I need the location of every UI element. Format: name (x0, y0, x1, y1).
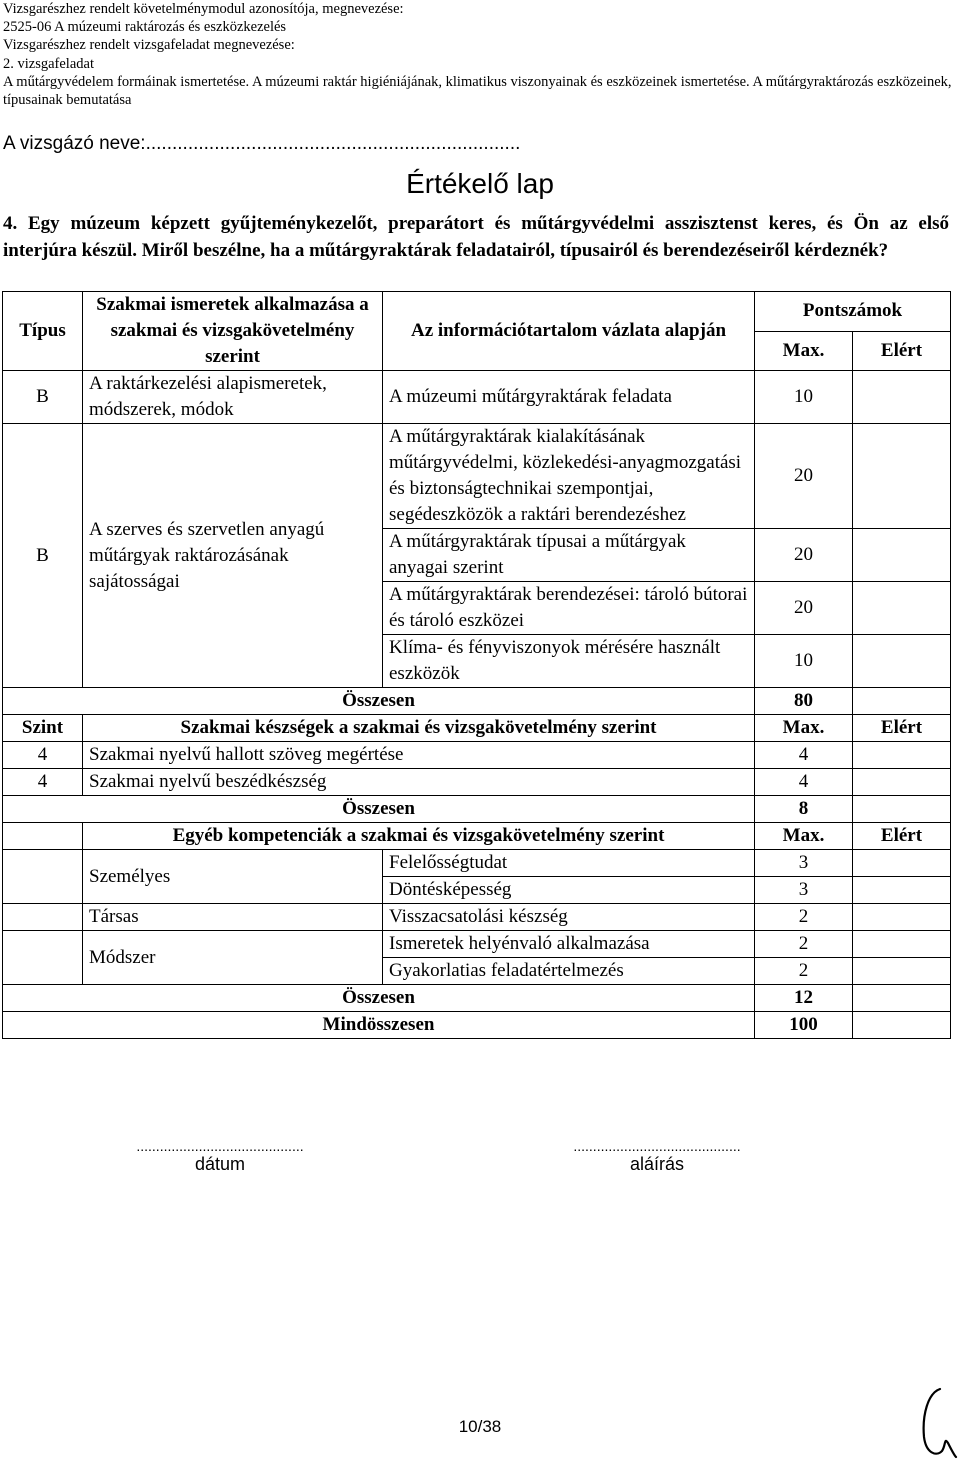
total-max: 12 (755, 985, 853, 1012)
max-cell: 2 (755, 931, 853, 958)
achieved-cell (853, 958, 951, 985)
col-skills-header: Szakmai készségek a szakmai és vizsgakövetelmény szerint (83, 715, 755, 742)
max-cell: 2 (755, 904, 853, 931)
total-label: Összesen (3, 796, 755, 823)
table-row (3, 904, 951, 931)
achieved-cell (853, 529, 951, 582)
header-line: Vizsgarészhez rendelt vizsgafeladat megnevezése: (3, 37, 295, 54)
competence-cell: Ismeretek helyénvaló alkalmazása (383, 931, 755, 958)
group-cell: Társas (83, 904, 383, 931)
type-cell: B (3, 424, 83, 688)
competence-cell: Gyakorlatias feladatértelmezés (383, 958, 755, 985)
max-cell: 10 (755, 371, 853, 424)
total-label: Összesen (3, 688, 755, 715)
date-signature-block (80, 1138, 360, 1175)
max-cell: 3 (755, 850, 853, 877)
col-points-header: Pontszámok (755, 292, 951, 332)
achieved-cell (853, 582, 951, 635)
header-line: 2. vizsgafeladat (3, 55, 94, 72)
header-line: Vizsgarészhez rendelt követelménymodul azonosítója, megnevezése: (3, 1, 404, 17)
empty-cell (3, 904, 83, 931)
achieved-cell (853, 635, 951, 688)
col-achieved-header: Elért (853, 331, 951, 371)
signature-dots: ........................................... (573, 1138, 741, 1154)
empty-cell (3, 931, 83, 985)
header-line: 2525-06 A múzeumi raktározás és eszközkezelés (3, 19, 287, 36)
table-row (3, 931, 951, 958)
exam-question: 4. Egy múzeum képzett gyűjteménykezelőt, preparátort és műtárgyvédelmi asszisztenst keres, és Ön az első interjúra készül. Miről beszélne, ha a műtárgyraktárak feladatairól, típusairól és berendezéseiről kérdeznék? (3, 213, 949, 261)
outline-cell: A műtárgyraktárak típusai a műtárgyak anyagai szerint (383, 529, 755, 582)
achieved-cell (853, 985, 951, 1012)
col-achieved-header: Elért (853, 823, 951, 850)
date-label: dátum (194, 1154, 246, 1174)
total-row (3, 688, 951, 715)
col-type-header: Típus (3, 292, 83, 371)
achieved-cell (853, 904, 951, 931)
max-cell: 4 (755, 769, 853, 796)
outline-cell: A műtárgyraktárak kialakításának műtárgyvédelmi, közlekedési-anyagmozgatási és biztonságtechnikai szempontjai, segédeszközök a raktári berendezéshez (383, 424, 755, 529)
header-line: A műtárgyvédelem formáinak ismertetése. A múzeumi raktár higiéniájának, klimatikus viszonyainak és eszközeinek ismertetése. A műtárgyraktározás eszközeinek, típusainak bemutatása (3, 73, 952, 109)
col-max-header: Max. (755, 331, 853, 371)
signature-label: aláírás (629, 1154, 685, 1174)
max-cell: 20 (755, 529, 853, 582)
col-max-header: Max. (755, 823, 853, 850)
col-achieved-header: Elért (853, 715, 951, 742)
date-dots: ........................................... (136, 1138, 304, 1154)
grand-total-row (3, 1012, 951, 1039)
col-max-header: Max. (755, 715, 853, 742)
type-cell: B (3, 371, 83, 424)
empty-cell (3, 850, 83, 904)
table-row (3, 742, 951, 769)
page-number: 10/38 (458, 1417, 502, 1436)
skill-cell: Szakmai nyelvű beszédkészség (83, 769, 755, 796)
achieved-cell (853, 850, 951, 877)
achieved-cell (853, 931, 951, 958)
col-level-header: Szint (3, 715, 83, 742)
signature-block (517, 1138, 797, 1175)
outline-cell: A műtárgyraktárak berendezései: tároló bútorai és tároló eszközei (383, 582, 755, 635)
max-cell: 20 (755, 582, 853, 635)
total-label: Összesen (3, 985, 755, 1012)
table-row (3, 424, 951, 529)
achieved-cell (853, 688, 951, 715)
outline-cell: Klíma- és fényviszonyok mérésére használt eszközök (383, 635, 755, 688)
handwritten-mark-icon (918, 1385, 958, 1460)
achieved-cell (853, 371, 951, 424)
total-row (3, 985, 951, 1012)
achieved-cell (853, 796, 951, 823)
competence-cell: Döntésképesség (383, 877, 755, 904)
evaluation-table (2, 291, 951, 1039)
group-cell: Személyes (83, 850, 383, 904)
max-cell: 4 (755, 742, 853, 769)
page-header (3, 0, 953, 109)
grand-total-max: 100 (755, 1012, 853, 1039)
max-cell: 3 (755, 877, 853, 904)
col-outline-header: Az információtartalom vázlata alapján (383, 292, 755, 371)
competence-cell: Felelősségtudat (383, 850, 755, 877)
level-cell: 4 (3, 742, 83, 769)
achieved-cell (853, 877, 951, 904)
total-row (3, 796, 951, 823)
grand-total-label: Mindösszesen (3, 1012, 755, 1039)
page-title: Értékelő lap (406, 168, 554, 199)
competence-cell: Visszacsatolási készség (383, 904, 755, 931)
knowledge-cell: A szerves és szervetlen anyagú műtárgyak raktározásának sajátosságai (83, 424, 383, 688)
total-max: 8 (755, 796, 853, 823)
max-cell: 20 (755, 424, 853, 529)
skill-cell: Szakmai nyelvű hallott szöveg megértése (83, 742, 755, 769)
max-cell: 2 (755, 958, 853, 985)
col-other-header: Egyéb kompetenciák a szakmai és vizsgakövetelmény szerint (83, 823, 755, 850)
achieved-cell (853, 424, 951, 529)
table-row (3, 769, 951, 796)
table-row (3, 371, 951, 424)
outline-cell: A múzeumi műtárgyraktárak feladata (383, 371, 755, 424)
group-cell: Módszer (83, 931, 383, 985)
achieved-cell (853, 1012, 951, 1039)
empty-cell (3, 823, 83, 850)
max-cell: 10 (755, 635, 853, 688)
knowledge-cell: A raktárkezelési alapismeretek, módszerek, módok (83, 371, 383, 424)
total-max: 80 (755, 688, 853, 715)
level-cell: 4 (3, 769, 83, 796)
candidate-name-line: A vizsgázó neve:....................................................................... (3, 133, 521, 154)
table-row (3, 850, 951, 877)
achieved-cell (853, 769, 951, 796)
achieved-cell (853, 742, 951, 769)
col-knowledge-header: Szakmai ismeretek alkalmazása a szakmai és vizsgakövetelmény szerint (83, 292, 383, 371)
